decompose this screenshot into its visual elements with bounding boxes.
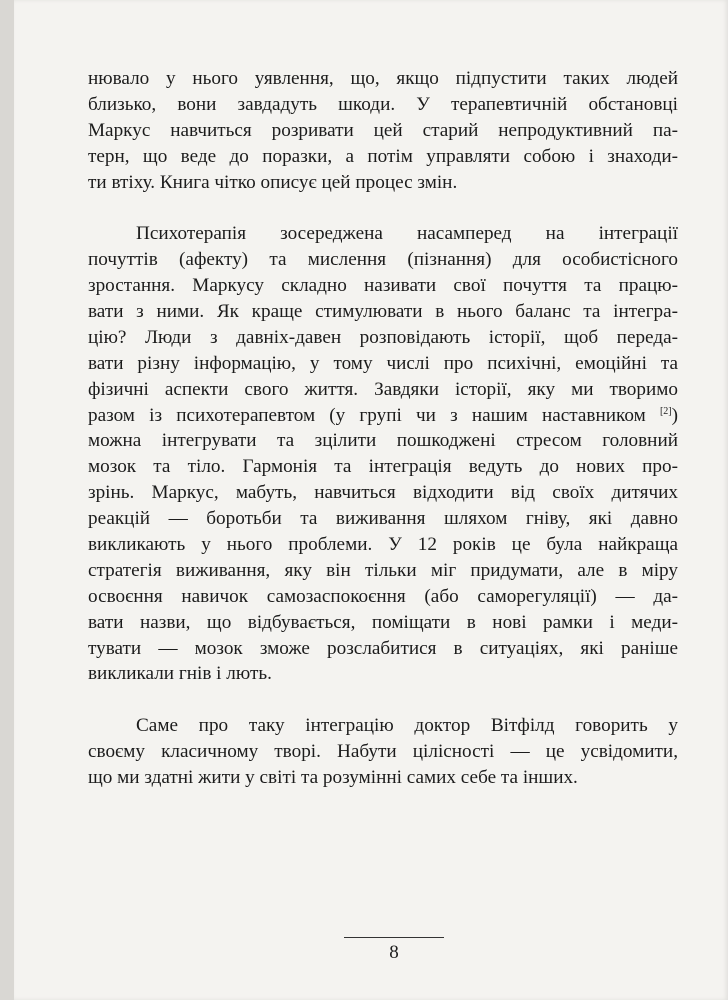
- closing-parenthesis: ): [671, 404, 678, 426]
- text-line: терн, що веде до поразки, а потім управляти собою і знаходи-: [88, 145, 678, 167]
- text-line: своєму класичному творі. Набути цілісності — це усвідомити,: [88, 741, 678, 763]
- paragraph-2: [88, 221, 678, 687]
- text-line: Саме про таку інтеграцію доктор Вітфілд говорить у: [136, 715, 678, 737]
- text-line: зростання. Маркусу складно називати свої почуття та працю-: [88, 275, 678, 297]
- body-text: [88, 66, 678, 791]
- text-line: викликали гнів і лють.: [88, 663, 272, 685]
- text-line: цію? Люди з давніх-давен розповідають історії, щоб переда-: [88, 326, 678, 348]
- page-number: 8: [389, 942, 399, 963]
- text-line: вати назви, що відбувається, поміщати в нові рамки і меди-: [88, 611, 678, 633]
- text-line-with-footnote: [88, 403, 678, 429]
- footnote-reference: [2]: [659, 405, 672, 417]
- text-line: нювало у нього уявлення, що, якщо підпустити таких людей: [88, 68, 678, 89]
- text-line: почуттів (афекту) та мислення (пізнання) для особистісного: [88, 249, 678, 271]
- book-page: [14, 0, 728, 1000]
- text-line: Маркус навчиться розривати цей старий непродуктивний па-: [88, 119, 678, 141]
- text-line: вати з ними. Як краще стимулювати в нього баланс та інтегра-: [88, 301, 678, 323]
- text-line: можна інтегрувати та зцілити пошкоджені стресом головний: [88, 430, 678, 452]
- text-line: що ми здатні жити у світі та розумінні самих себе та інших.: [88, 767, 578, 789]
- text-fragment: разом із психотерапевтом (у групі чи з нашим наставником: [88, 404, 646, 426]
- footer-divider: [344, 937, 444, 938]
- text-line: близько, вони завдадуть шкоди. У терапевтичній обстановці: [88, 93, 678, 115]
- text-line: Психотерапія зосереджена насамперед на інтеграції: [136, 223, 678, 245]
- text-line: освоєння навичок самозаспокоєння (або саморегуляції) — да-: [88, 585, 678, 607]
- text-line: викликають у нього проблеми. У 12 років це була найкраща: [88, 534, 678, 556]
- text-line: вати різну інформацію, у тому числі про психічні, емоційні та: [88, 352, 678, 374]
- text-line: мозок та тіло. Гармонія та інтеграція ведуть до нових про-: [88, 456, 678, 478]
- paragraph-1: [88, 66, 678, 195]
- text-line: фізичні аспекти свого життя. Завдяки історії, яку ми творимо: [88, 378, 678, 400]
- text-line: тувати — мозок зможе розслабитися в ситуаціях, які раніше: [88, 637, 678, 659]
- text-line: зрінь. Маркус, мабуть, навчиться відходити від своїх дитячих: [88, 482, 678, 504]
- paragraph-3: [88, 713, 678, 791]
- text-line: реакцій — боротьби та виживання шляхом гніву, які давно: [88, 508, 678, 530]
- text-line: ти втіху. Книга чітко описує цей процес змін.: [88, 171, 458, 193]
- text-line: стратегія виживання, яку він тільки міг придумати, але в міру: [88, 559, 678, 581]
